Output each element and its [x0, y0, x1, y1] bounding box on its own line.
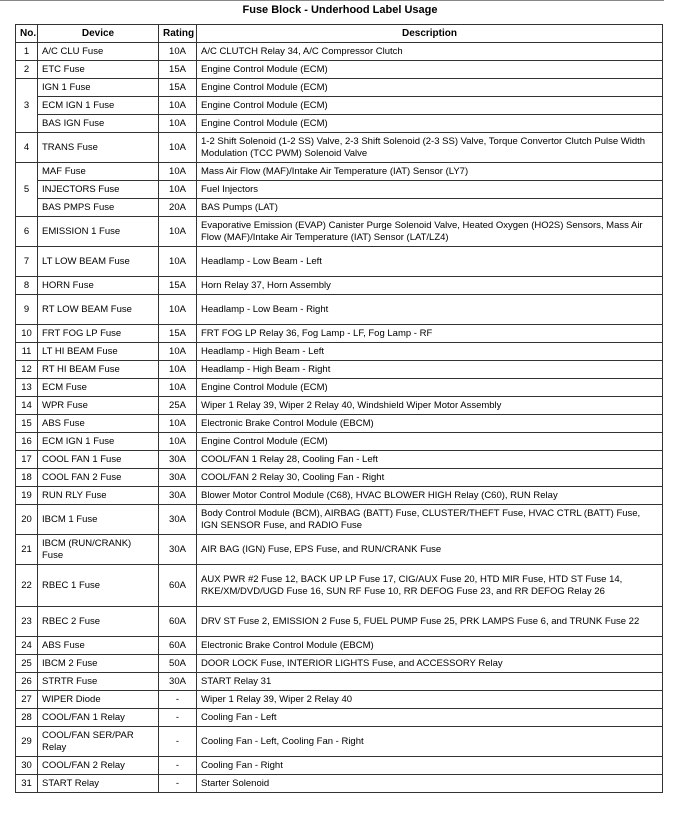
cell-device: COOL FAN 1 Fuse — [38, 451, 159, 469]
cell-no: 22 — [16, 565, 38, 607]
cell-description: Wiper 1 Relay 39, Wiper 2 Relay 40, Windshield Wiper Motor Assembly — [197, 397, 663, 415]
cell-device: ECM Fuse — [38, 379, 159, 397]
cell-no: 14 — [16, 397, 38, 415]
cell-device: HORN Fuse — [38, 277, 159, 295]
table-row — [16, 469, 663, 487]
cell-rating: 30A — [159, 469, 197, 487]
table-row — [16, 451, 663, 469]
cell-description: Cooling Fan - Left, Cooling Fan - Right — [197, 727, 663, 757]
cell-device: WPR Fuse — [38, 397, 159, 415]
table-row — [16, 295, 663, 325]
cell-description: BAS Pumps (LAT) — [197, 199, 663, 217]
cell-rating: 15A — [159, 325, 197, 343]
cell-description: Headlamp - High Beam - Left — [197, 343, 663, 361]
cell-rating: - — [159, 727, 197, 757]
cell-rating: 10A — [159, 379, 197, 397]
cell-device: ETC Fuse — [38, 61, 159, 79]
cell-device: IBCM (RUN/CRANK) Fuse — [38, 535, 159, 565]
header-description: Description — [197, 25, 663, 43]
cell-description: FRT FOG LP Relay 36, Fog Lamp - LF, Fog Lamp - RF — [197, 325, 663, 343]
cell-description: Headlamp - Low Beam - Left — [197, 247, 663, 277]
cell-description: COOL/FAN 2 Relay 30, Cooling Fan - Right — [197, 469, 663, 487]
cell-description: Headlamp - High Beam - Right — [197, 361, 663, 379]
table-row — [16, 775, 663, 793]
cell-no: 23 — [16, 607, 38, 637]
cell-rating: 10A — [159, 115, 197, 133]
cell-no: 13 — [16, 379, 38, 397]
table-row — [16, 277, 663, 295]
cell-rating: 10A — [159, 163, 197, 181]
cell-device: IGN 1 Fuse — [38, 79, 159, 97]
cell-device: RT LOW BEAM Fuse — [38, 295, 159, 325]
table-row — [16, 757, 663, 775]
cell-description: DRV ST Fuse 2, EMISSION 2 Fuse 5, FUEL PUMP Fuse 25, PRK LAMPS Fuse 6, and TRUNK Fuse 22 — [197, 607, 663, 637]
table-row — [16, 379, 663, 397]
table-row — [16, 217, 663, 247]
cell-description: Fuel Injectors — [197, 181, 663, 199]
table-row — [16, 343, 663, 361]
cell-no: 4 — [16, 133, 38, 163]
cell-device: START Relay — [38, 775, 159, 793]
cell-description: Engine Control Module (ECM) — [197, 97, 663, 115]
table-row — [16, 655, 663, 673]
cell-description: 1-2 Shift Solenoid (1-2 SS) Valve, 2-3 Shift Solenoid (2-3 SS) Valve, Torque Convertor Clutch Pulse Width Modulation (TCC PWM) Solenoid Valve — [197, 133, 663, 163]
cell-device: RUN RLY Fuse — [38, 487, 159, 505]
cell-device: COOL/FAN 2 Relay — [38, 757, 159, 775]
cell-description: DOOR LOCK Fuse, INTERIOR LIGHTS Fuse, and ACCESSORY Relay — [197, 655, 663, 673]
table-row — [16, 727, 663, 757]
cell-device: EMISSION 1 Fuse — [38, 217, 159, 247]
cell-rating: 20A — [159, 199, 197, 217]
cell-device: ABS Fuse — [38, 637, 159, 655]
fuse-table — [15, 24, 663, 793]
cell-no: 9 — [16, 295, 38, 325]
cell-rating: 10A — [159, 295, 197, 325]
cell-description: AIR BAG (IGN) Fuse, EPS Fuse, and RUN/CRANK Fuse — [197, 535, 663, 565]
cell-device: A/C CLU Fuse — [38, 43, 159, 61]
cell-no: 29 — [16, 727, 38, 757]
cell-no: 15 — [16, 415, 38, 433]
table-body — [16, 43, 663, 793]
cell-rating: 60A — [159, 607, 197, 637]
cell-rating: 10A — [159, 217, 197, 247]
cell-description: Engine Control Module (ECM) — [197, 433, 663, 451]
cell-no: 5 — [16, 163, 38, 217]
cell-no: 3 — [16, 79, 38, 133]
cell-no: 24 — [16, 637, 38, 655]
cell-description: Wiper 1 Relay 39, Wiper 2 Relay 40 — [197, 691, 663, 709]
cell-device: RT HI BEAM Fuse — [38, 361, 159, 379]
cell-device: IBCM 2 Fuse — [38, 655, 159, 673]
cell-no: 7 — [16, 247, 38, 277]
cell-rating: 30A — [159, 487, 197, 505]
cell-description: Horn Relay 37, Horn Assembly — [197, 277, 663, 295]
cell-rating: 10A — [159, 361, 197, 379]
cell-no: 6 — [16, 217, 38, 247]
table-row — [16, 673, 663, 691]
cell-no: 16 — [16, 433, 38, 451]
cell-device: RBEC 2 Fuse — [38, 607, 159, 637]
cell-rating: 10A — [159, 343, 197, 361]
table-row — [16, 43, 663, 61]
table-row — [16, 181, 663, 199]
cell-no: 31 — [16, 775, 38, 793]
cell-description: START Relay 31 — [197, 673, 663, 691]
cell-no: 11 — [16, 343, 38, 361]
cell-rating: 10A — [159, 43, 197, 61]
cell-description: A/C CLUTCH Relay 34, A/C Compressor Clutch — [197, 43, 663, 61]
cell-device: IBCM 1 Fuse — [38, 505, 159, 535]
cell-rating: 30A — [159, 451, 197, 469]
table-row — [16, 709, 663, 727]
cell-rating: - — [159, 757, 197, 775]
table-row — [16, 61, 663, 79]
cell-description: Cooling Fan - Left — [197, 709, 663, 727]
cell-device: MAF Fuse — [38, 163, 159, 181]
cell-rating: 10A — [159, 415, 197, 433]
header-device: Device — [38, 25, 159, 43]
cell-description: AUX PWR #2 Fuse 12, BACK UP LP Fuse 17, CIG/AUX Fuse 20, HTD MIR Fuse, HTD ST Fuse 14, RKE/XM/DVD/UGD Fuse 16, SUN RF Fuse 10, RR DEFOG Fuse 23, and RR DEFOG Relay 26 — [197, 565, 663, 607]
cell-device: ABS Fuse — [38, 415, 159, 433]
cell-description: Engine Control Module (ECM) — [197, 79, 663, 97]
cell-description: Starter Solenoid — [197, 775, 663, 793]
cell-no: 19 — [16, 487, 38, 505]
cell-rating: 30A — [159, 535, 197, 565]
cell-no: 1 — [16, 43, 38, 61]
cell-no: 10 — [16, 325, 38, 343]
cell-device: COOL/FAN SER/PAR Relay — [38, 727, 159, 757]
cell-device: ECM IGN 1 Fuse — [38, 433, 159, 451]
table-row — [16, 247, 663, 277]
cell-description: Evaporative Emission (EVAP) Canister Purge Solenoid Valve, Heated Oxygen (HO2S) Sensors, Mass Air Flow (MAF)/Intake Air Temperature (IAT) Sensor (LAT/LZ4) — [197, 217, 663, 247]
cell-no: 20 — [16, 505, 38, 535]
cell-rating: - — [159, 709, 197, 727]
cell-no: 18 — [16, 469, 38, 487]
cell-rating: - — [159, 775, 197, 793]
cell-device: COOL FAN 2 Fuse — [38, 469, 159, 487]
cell-rating: 50A — [159, 655, 197, 673]
cell-device: LT HI BEAM Fuse — [38, 343, 159, 361]
cell-no: 30 — [16, 757, 38, 775]
table-row — [16, 397, 663, 415]
table-row — [16, 133, 663, 163]
cell-rating: 60A — [159, 637, 197, 655]
page-title: Fuse Block - Underhood Label Usage — [242, 4, 438, 16]
cell-description: Blower Motor Control Module (C68), HVAC BLOWER HIGH Relay (C60), RUN Relay — [197, 487, 663, 505]
cell-device: ECM IGN 1 Fuse — [38, 97, 159, 115]
cell-description: Mass Air Flow (MAF)/Intake Air Temperature (IAT) Sensor (LY7) — [197, 163, 663, 181]
table-row — [16, 361, 663, 379]
cell-rating: 25A — [159, 397, 197, 415]
table-row — [16, 607, 663, 637]
cell-no: 2 — [16, 61, 38, 79]
cell-device: FRT FOG LP Fuse — [38, 325, 159, 343]
cell-rating: - — [159, 691, 197, 709]
cell-device: COOL/FAN 1 Relay — [38, 709, 159, 727]
cell-description: COOL/FAN 1 Relay 28, Cooling Fan - Left — [197, 451, 663, 469]
cell-rating: 30A — [159, 673, 197, 691]
table-row — [16, 487, 663, 505]
cell-no: 17 — [16, 451, 38, 469]
table-row — [16, 115, 663, 133]
cell-rating: 15A — [159, 277, 197, 295]
cell-rating: 30A — [159, 505, 197, 535]
cell-no: 8 — [16, 277, 38, 295]
cell-device: WIPER Diode — [38, 691, 159, 709]
cell-rating: 10A — [159, 247, 197, 277]
cell-device: BAS IGN Fuse — [38, 115, 159, 133]
cell-rating: 10A — [159, 181, 197, 199]
cell-description: Engine Control Module (ECM) — [197, 115, 663, 133]
cell-rating: 10A — [159, 433, 197, 451]
table-row — [16, 79, 663, 97]
table-row — [16, 535, 663, 565]
cell-description: Headlamp - Low Beam - Right — [197, 295, 663, 325]
cell-no: 26 — [16, 673, 38, 691]
cell-rating: 10A — [159, 97, 197, 115]
cell-device: LT LOW BEAM Fuse — [38, 247, 159, 277]
header-rating: Rating — [159, 25, 197, 43]
table-row — [16, 415, 663, 433]
cell-no: 27 — [16, 691, 38, 709]
cell-device: TRANS Fuse — [38, 133, 159, 163]
table-header-row — [16, 25, 663, 43]
cell-device: BAS PMPS Fuse — [38, 199, 159, 217]
cell-rating: 60A — [159, 565, 197, 607]
cell-description: Cooling Fan - Right — [197, 757, 663, 775]
cell-rating: 15A — [159, 61, 197, 79]
header-no: No. — [16, 25, 38, 43]
cell-no: 21 — [16, 535, 38, 565]
table-row — [16, 691, 663, 709]
cell-device: RBEC 1 Fuse — [38, 565, 159, 607]
table-row — [16, 199, 663, 217]
cell-no: 12 — [16, 361, 38, 379]
cell-description: Electronic Brake Control Module (EBCM) — [197, 637, 663, 655]
cell-no: 28 — [16, 709, 38, 727]
table-row — [16, 97, 663, 115]
cell-rating: 15A — [159, 79, 197, 97]
table-row — [16, 163, 663, 181]
cell-description: Engine Control Module (ECM) — [197, 379, 663, 397]
cell-no: 25 — [16, 655, 38, 673]
table-row — [16, 505, 663, 535]
cell-device: STRTR Fuse — [38, 673, 159, 691]
table-row — [16, 565, 663, 607]
cell-description: Engine Control Module (ECM) — [197, 61, 663, 79]
cell-device: INJECTORS Fuse — [38, 181, 159, 199]
table-row — [16, 325, 663, 343]
cell-description: Body Control Module (BCM), AIRBAG (BATT) Fuse, CLUSTER/THEFT Fuse, HVAC CTRL (BATT) Fuse, IGN SENSOR Fuse, and RADIO Fuse — [197, 505, 663, 535]
table-row — [16, 637, 663, 655]
table-row — [16, 433, 663, 451]
cell-rating: 10A — [159, 133, 197, 163]
cell-description: Electronic Brake Control Module (EBCM) — [197, 415, 663, 433]
